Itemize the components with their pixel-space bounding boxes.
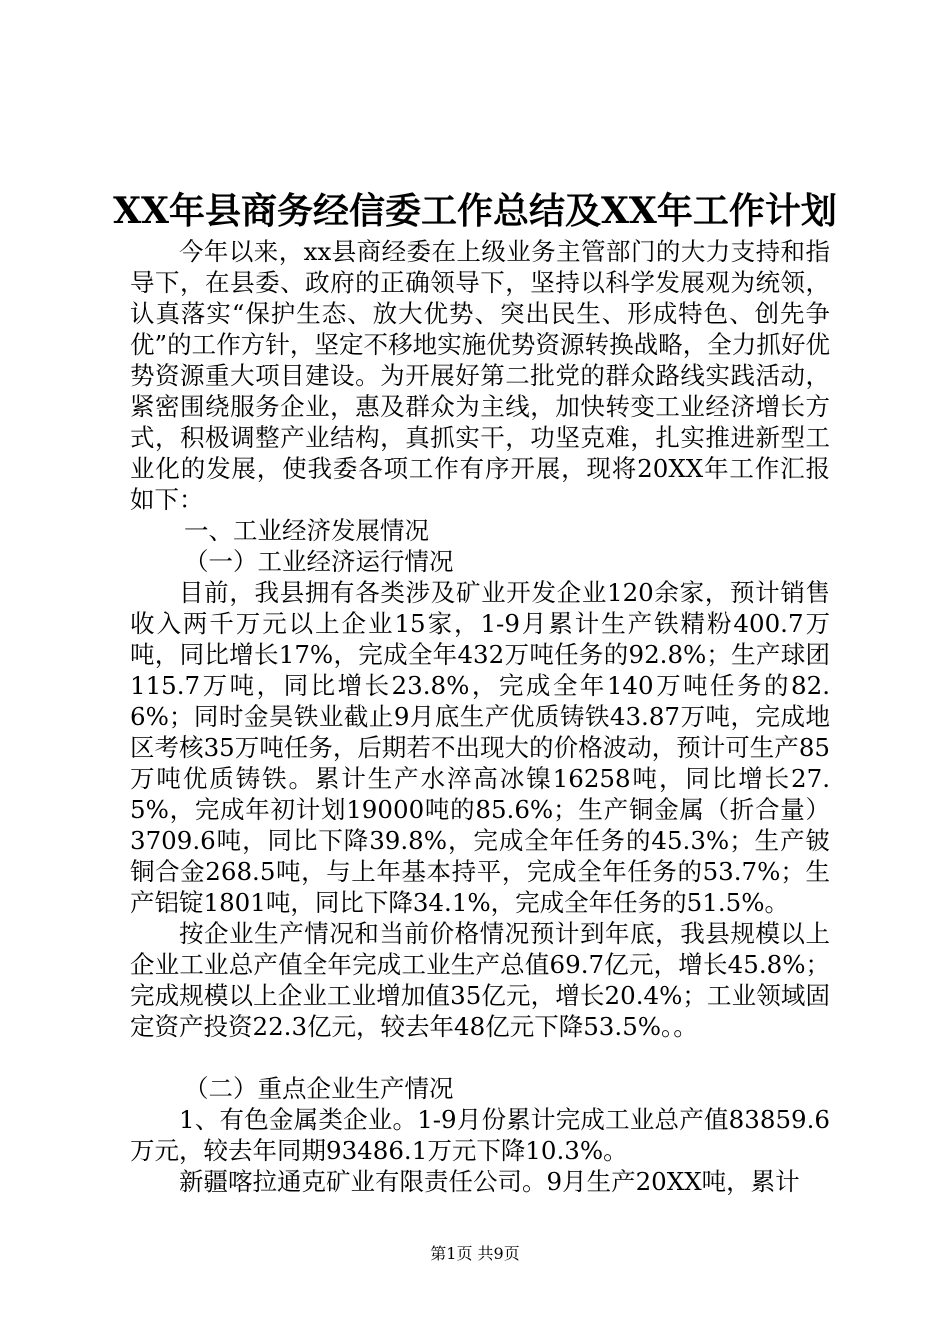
section-heading-1: 一、工业经济发展情况 <box>184 516 429 545</box>
document-body <box>130 236 830 1197</box>
blank-line <box>130 1042 830 1073</box>
document-title: XX年县商务经信委工作总结及XX年工作计划 <box>113 190 837 232</box>
nonferrous-paragraph: 1、有色金属类企业。1-9月份累计完成工业总产值83859.6万元，较去年同期93486.1万元下降10.3%。 <box>130 1105 830 1165</box>
intro-paragraph: 今年以来，xx县商经委在上级业务主管部门的大力支持和指导下，在县委、政府的正确领导下，坚持以科学发展观为统领，认真落实“保护生态、放大优势、突出民生、形成特色、创先争优”的工作方针，坚定不移地实施优势资源转换战略，全力抓好优势资源重大项目建设。为开展好第二批党的群众路线实践活动，紧密围绕服务企业，惠及群众为主线，加快转变工业经济增长方式，积极调整产业结构，真抓实干，功坚克难，扎实推进新型工业化的发展，使我委各项工作有序开展，现将20XX年工作汇报如下： <box>130 237 830 514</box>
forecast-paragraph: 按企业生产情况和当前价格情况预计到年底，我县规模以上企业工业总产值全年完成工业生产总值69.7亿元，增长45.8%；完成规模以上企业工业增加值35亿元，增长20.4%；工业领域固定资产投资22.3亿元，较去年48亿元下降53.5%。。 <box>130 919 830 1041</box>
company-paragraph: 新疆喀拉通克矿业有限责任公司。9月生产20XX吨，累计 <box>179 1167 800 1196</box>
subsection-heading-2: （二）重点企业生产情况 <box>184 1074 454 1103</box>
page-footer: 第1页 共9页 <box>430 1244 520 1263</box>
production-paragraph: 目前，我县拥有各类涉及矿业开发企业120余家，预计销售收入两千万元以上企业15家，1-9月累计生产铁精粉400.7万吨，同比增长17%，完成全年432万吨任务的92.8%；生产球团115.7万吨，同比增长23.8%，完成全年140万吨任务的82.6%；同时金昊铁业截止9月底生产优质铸铁43.87万吨，完成地区考核35万吨任务，后期若不出现大的价格波动，预计可生产85万吨优质铸铁。累计生产水淬高冰镍16258吨，同比增长27.5%，完成年初计划19000吨的85.6%；生产铜金属（折合量）3709.6吨，同比下降39.8%，完成全年任务的45.3%；生产铍铜合金268.5吨，与上年基本持平，完成全年任务的53.7%；生产铝锭1801吨，同比下降34.1%，完成全年任务的51.5%。 <box>130 578 830 917</box>
subsection-heading-1: （一）工业经济运行情况 <box>184 547 454 576</box>
